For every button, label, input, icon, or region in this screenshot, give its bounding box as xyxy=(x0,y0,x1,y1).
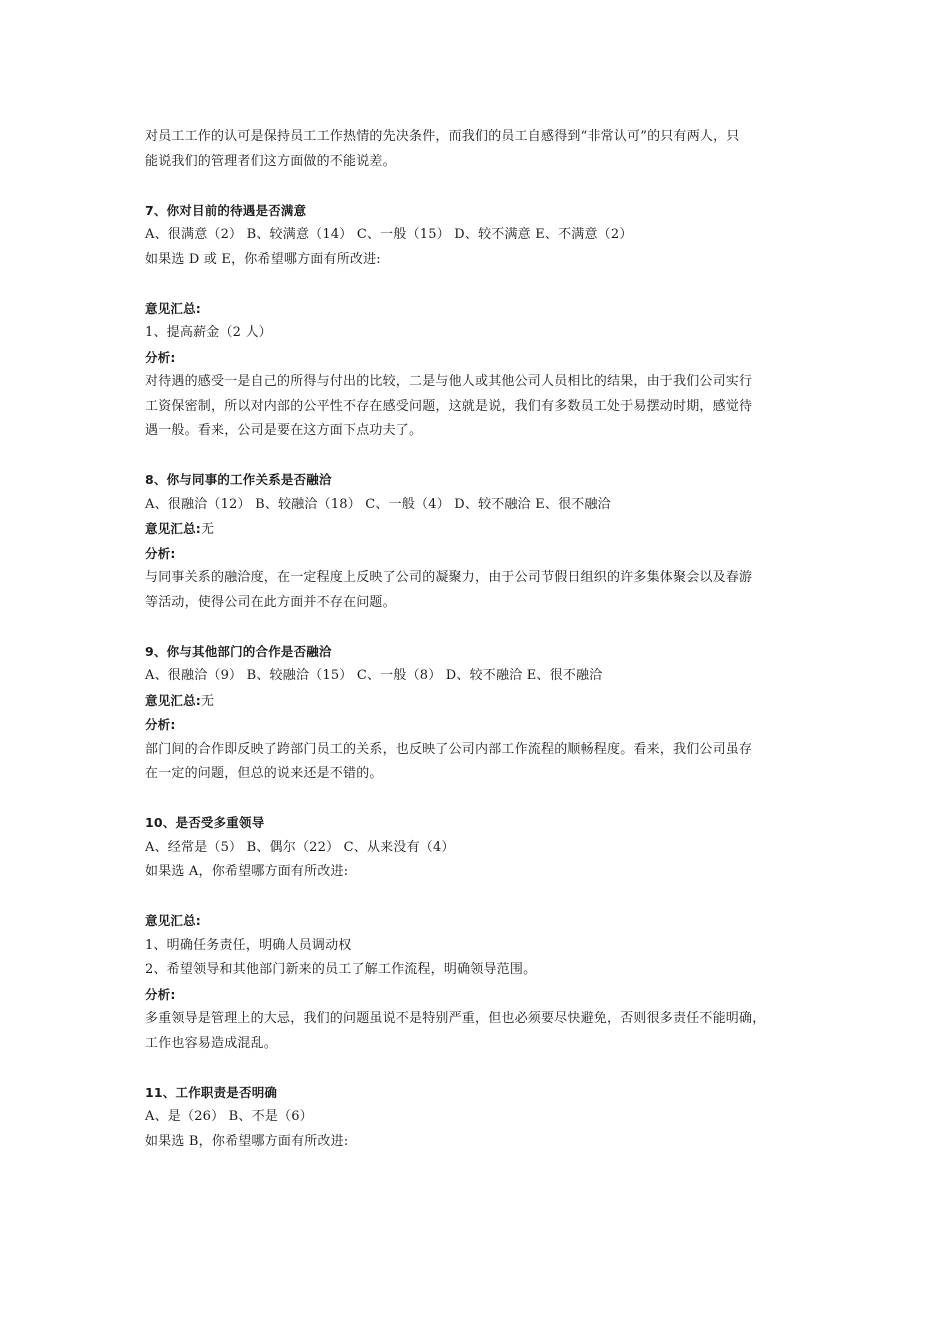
question-7-section xyxy=(145,199,815,444)
question-7-analysis-line: 工资保密制，所以对内部的公平性不存在感受问题，这就是说，我们有多数员工处于易摆动时期，感觉待 xyxy=(145,398,753,414)
question-7-summary-label: 意见汇总: xyxy=(145,300,201,316)
question-7-analysis-line: 遇一般。看来，公司是要在这方面下点功夫了。 xyxy=(145,423,423,438)
question-7-analysis-label: 分析: xyxy=(145,349,176,365)
question-9-summary-label: 意见汇总: xyxy=(145,692,201,708)
question-8-summary-value: 无 xyxy=(201,522,215,537)
question-10-followup: 如果选 A，你希望哪方面有所改进: xyxy=(145,864,349,879)
question-10-title: 10、是否受多重领导 xyxy=(145,815,265,830)
question-11-followup: 如果选 B，你希望哪方面有所改进: xyxy=(145,1133,349,1149)
question-8-summary-label: 意见汇总: xyxy=(145,521,201,536)
question-8-analysis-line: 与同事关系的融洽度，在一定程度上反映了公司的凝聚力，由于公司节假日组织的许多集体聚会以及春游 xyxy=(145,570,753,585)
question-9-summary-value: 无 xyxy=(201,693,215,709)
intro-line: 对员工工作的认可是保持员工工作热情的先决条件，而我们的员工自感得到“非常认可”的只有两人，只 xyxy=(145,129,740,144)
question-11-options: A、是（26） B、不是（6） xyxy=(145,1109,313,1124)
intro-line: 能说我们的管理者们这方面做的不能说差。 xyxy=(145,153,396,169)
question-8-title: 8、你与同事的工作关系是否融洽 xyxy=(145,472,332,487)
question-7-analysis-line: 对待遇的感受一是自己的所得与付出的比较，二是与他人或其他公司人员相比的结果，由于我们公司实行 xyxy=(145,374,753,389)
question-11-section xyxy=(145,1081,815,1155)
question-10-analysis-line: 工作也容易造成混乱。 xyxy=(145,1035,278,1051)
question-7-options: A、很满意（2） B、较满意（14） C、一般（15） D、较不满意 E、不满意（2） xyxy=(145,227,633,242)
question-9-analysis-label: 分析: xyxy=(145,717,176,732)
question-9-summary xyxy=(145,689,815,714)
question-10-summary-item: 2、希望领导和其他部门新来的员工了解工作流程，明确领导范围。 xyxy=(145,962,537,977)
intro-paragraph xyxy=(145,125,815,174)
question-9-analysis-line: 部门间的合作即反映了跨部门员工的关系，也反映了公司内部工作流程的顺畅程度。看来，我们公司虽存 xyxy=(145,741,753,757)
question-8-analysis-line: 等活动，使得公司在此方面并不存在问题。 xyxy=(145,594,396,610)
question-10-options: A、经常是（5） B、偶尔（22） C、从来没有（4） xyxy=(145,839,455,855)
question-9-title: 9、你与其他部门的合作是否融洽 xyxy=(145,643,332,659)
question-10-summary-label: 意见汇总: xyxy=(145,913,201,928)
question-8-analysis-label: 分析: xyxy=(145,545,176,561)
question-8-options: A、很融洽（12） B、较融洽（18） C、一般（4） D、较不融洽 E、很不融洽 xyxy=(145,496,611,512)
question-7-summary-item: 1、提高薪金（2 人） xyxy=(145,325,272,340)
question-9-options: A、很融洽（9） B、较融洽（15） C、一般（8） D、较不融洽 E、很不融洽 xyxy=(145,668,603,683)
question-7-title: 7、你对目前的待遇是否满意 xyxy=(145,202,307,218)
question-9-section xyxy=(145,640,815,787)
question-10-analysis-line: 多重领导是管理上的大忌，我们的问题虽说不是特别严重，但也必须要尽快避免，否则很多责任不能明确， xyxy=(145,1011,766,1026)
question-8-section xyxy=(145,468,815,615)
question-11-title: 11、工作职责是否明确 xyxy=(145,1084,278,1100)
document-page xyxy=(145,125,815,1154)
question-10-section xyxy=(145,811,815,1056)
question-8-summary xyxy=(145,517,815,542)
question-9-analysis-line: 在一定的问题，但总的说来还是不错的。 xyxy=(145,766,383,781)
question-10-summary-item: 1、明确任务责任，明确人员调动权 xyxy=(145,937,352,953)
question-10-analysis-label: 分析: xyxy=(145,986,176,1002)
question-7-followup: 如果选 D 或 E，你希望哪方面有所改进: xyxy=(145,251,381,267)
